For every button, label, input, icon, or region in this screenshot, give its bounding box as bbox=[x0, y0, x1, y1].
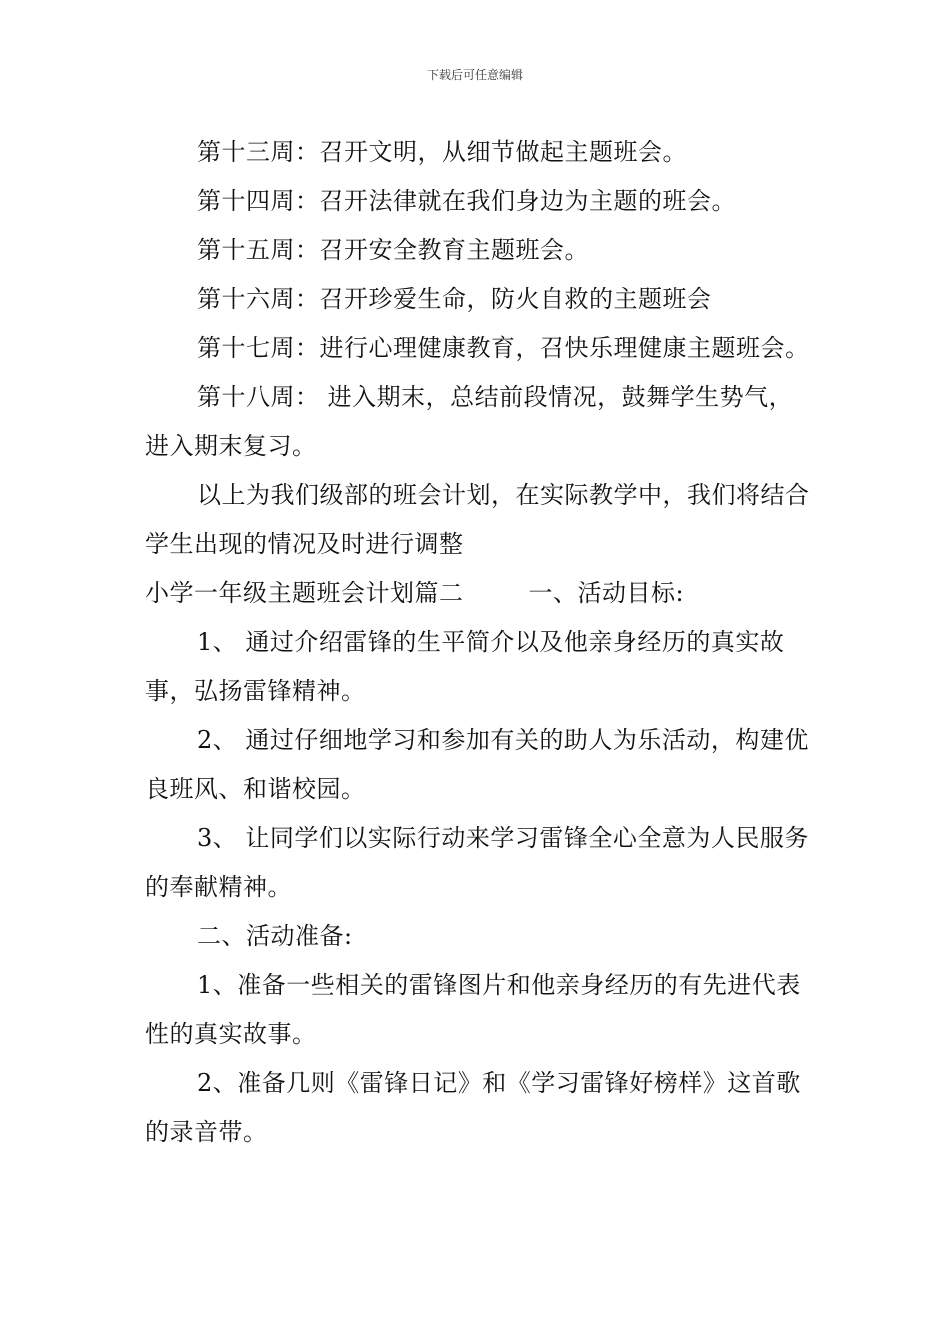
document-body bbox=[145, 128, 815, 1157]
paragraph-week-17: 第十七周：进行心理健康教育，召快乐理健康主题班会。 bbox=[197, 334, 810, 362]
section-heading-preparation: 二、活动准备: bbox=[197, 922, 353, 950]
paragraph-prep-1: 1、准备一些相关的雷锋图片和他亲身经历的有先进代表性的真实故事。 bbox=[145, 971, 801, 1048]
paragraph-summary: 以上为我们级部的班会计划，在实际教学中，我们将结合学生出现的情况及时进行调整 bbox=[145, 481, 810, 558]
paragraph-goal-3: 3、 让同学们以实际行动来学习雷锋全心全意为人民服务的奉献精神。 bbox=[145, 824, 809, 901]
page-header: 下载后可任意编辑 bbox=[426, 68, 523, 82]
paragraph-goal-2: 2、 通过仔细地学习和参加有关的助人为乐活动，构建优良班风、和谐校园。 bbox=[145, 726, 809, 803]
paragraph-week-14: 第十四周：召开法律就在我们身边为主题的班会。 bbox=[197, 187, 736, 215]
paragraph-week-16: 第十六周：召开珍爱生命，防火自救的主题班会 bbox=[197, 285, 712, 313]
section-heading-plan-two: 小学一年级主题班会计划篇二 一、活动目标: bbox=[145, 579, 685, 607]
paragraph-goal-1: 1、 通过介绍雷锋的生平简介以及他亲身经历的真实故事，弘扬雷锋精神。 bbox=[145, 628, 785, 705]
paragraph-week-15: 第十五周：召开安全教育主题班会。 bbox=[197, 236, 589, 264]
paragraph-week-13: 第十三周：召开文明，从细节做起主题班会。 bbox=[197, 138, 687, 166]
paragraph-week-18: 第十八周： 进入期末，总结前段情况，鼓舞学生势气，进入期末复习。 bbox=[145, 383, 794, 460]
paragraph-prep-2: 2、准备几则《雷锋日记》和《学习雷锋好榜样》这首歌的录音带。 bbox=[145, 1069, 801, 1146]
